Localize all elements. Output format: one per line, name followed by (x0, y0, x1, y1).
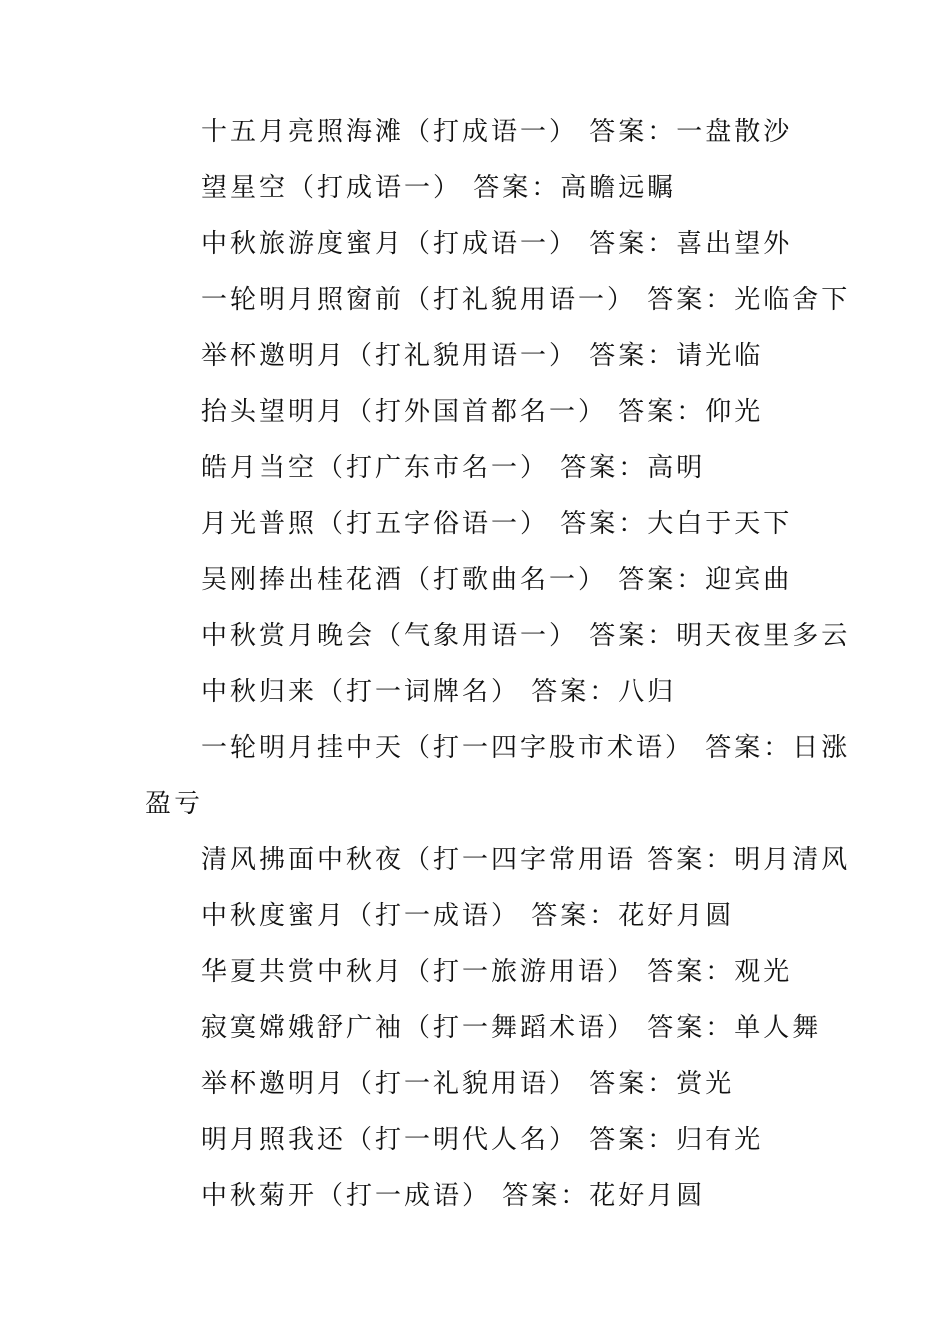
riddle-line: 中秋旅游度蜜月（打成语一） 答案：喜出望外 (201, 229, 793, 259)
riddle-line: 华夏共赏中秋月（打一旅游用语） 答案：观光 (201, 957, 793, 987)
riddle-line: 十五月亮照海滩（打成语一） 答案：一盘散沙 (201, 117, 793, 147)
riddle-line: 寂寞嫦娥舒广袖（打一舞蹈术语） 答案：单人舞 (201, 1013, 822, 1043)
riddle-line: 一轮明月照窗前（打礼貌用语一） 答案：光临舍下 (201, 285, 851, 315)
riddle-line: 一轮明月挂中天（打一四字股市术语） 答案：日涨 (201, 733, 851, 763)
riddle-list (145, 104, 851, 1224)
riddle-line: 吴刚捧出桂花酒（打歌曲名一） 答案：迎宾曲 (201, 565, 793, 595)
riddle-line: 明月照我还（打一明代人名） 答案：归有光 (201, 1125, 764, 1155)
riddle-line-continuation: 盈亏 (145, 789, 204, 819)
riddle-line: 皓月当空（打广东市名一） 答案：高明 (201, 453, 706, 483)
riddle-line: 抬头望明月（打外国首都名一） 答案：仰光 (201, 397, 764, 427)
riddle-line: 中秋度蜜月（打一成语） 答案：花好月圆 (201, 901, 735, 931)
riddle-line: 望星空（打成语一） 答案：高瞻远瞩 (201, 173, 677, 203)
riddle-line: 月光普照（打五字俗语一） 答案：大白于天下 (201, 509, 793, 539)
riddle-line: 中秋归来（打一词牌名） 答案：八归 (201, 677, 677, 707)
riddle-line: 举杯邀明月（打一礼貌用语） 答案：赏光 (201, 1069, 735, 1099)
riddle-line: 中秋菊开（打一成语） 答案：花好月圆 (201, 1181, 706, 1211)
riddle-line: 举杯邀明月（打礼貌用语一） 答案：请光临 (201, 341, 764, 371)
riddle-line: 清风拂面中秋夜（打一四字常用语 答案：明月清风 (201, 845, 851, 875)
riddle-line: 中秋赏月晚会（气象用语一） 答案：明天夜里多云 (201, 621, 851, 651)
